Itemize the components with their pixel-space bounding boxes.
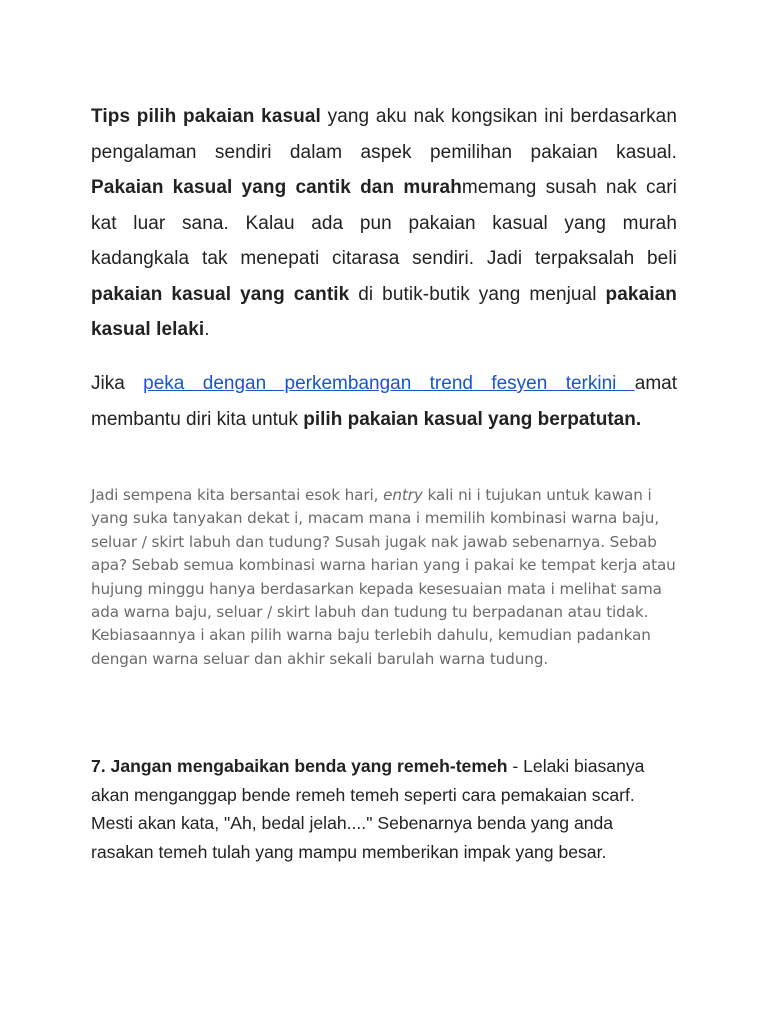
tip-heading: 7. Jangan mengabaikan benda yang remeh-temeh xyxy=(91,756,508,776)
paragraph-text: - Lelaki biasanya akan menganggap bende remeh temeh seperti cara pemakaian scarf. Mesti akan kata, "Ah, bedal jelah...." Sebenarnya benda yang anda rasakan temeh tulah yang mampu memberikan impak yang besar. xyxy=(91,756,645,862)
tip-seven-paragraph xyxy=(91,752,677,866)
intro-paragraph xyxy=(91,99,677,348)
paragraph-text: . xyxy=(204,319,210,340)
paragraph-text: amat membantu diri kita untuk xyxy=(91,373,677,430)
trend-paragraph xyxy=(91,366,677,438)
bold-phrase: pakaian kasual yang cantik xyxy=(91,283,350,305)
paragraph-text: Jadi sempena kita bersantai esok hari, xyxy=(91,486,384,504)
bold-phrase: pakaian kasual lelaki xyxy=(91,283,677,340)
paragraph-text: kali ni i tujukan untuk kawan i yang suka tanyakan dekat i, macam mana i memilih kombinasi warna baju, seluar / skirt labuh dan tudung? Susah jugak nak jawab sebenarnya. Sebab apa? Sebab semua kombinasi warna harian yang i pakai ke tempat kerja atau hujung minggu hanya berdasarkan kepada kesesuaian mata i melihat sama ada warna baju, seluar / skirt labuh dan tudung tu berpadanan atau tidak. Kebiasaannya i akan pilih warna baju terlebih dahulu, kemudian padankan dengan warna seluar dan akhir sekali barulah warna tudung. xyxy=(91,486,676,668)
paragraph-text: di butik-butik yang menjual xyxy=(349,283,606,305)
trend-link[interactable]: peka dengan perkembangan trend fesyen terkini xyxy=(143,373,635,394)
paragraph-text: Jika xyxy=(91,373,144,394)
italic-word: entry xyxy=(383,486,423,504)
bold-phrase: Tips pilih pakaian kasual xyxy=(91,106,321,127)
paragraph-text: memang susah nak cari kat luar sana. Kalau ada pun pakaian kasual yang murah kadangkala tak menepati citarasa sendiri. Jadi terpaksalah beli xyxy=(91,177,678,269)
bold-phrase: pilih pakaian kasual yang berpatutan. xyxy=(303,409,642,430)
quote-paragraph xyxy=(91,484,691,671)
paragraph-text: yang aku nak kongsikan ini berdasarkan pengalaman sendiri dalam aspek pemilihan pakaian kasual. xyxy=(91,106,677,163)
bold-phrase: Pakaian kasual yang cantik dan murah xyxy=(91,177,462,198)
